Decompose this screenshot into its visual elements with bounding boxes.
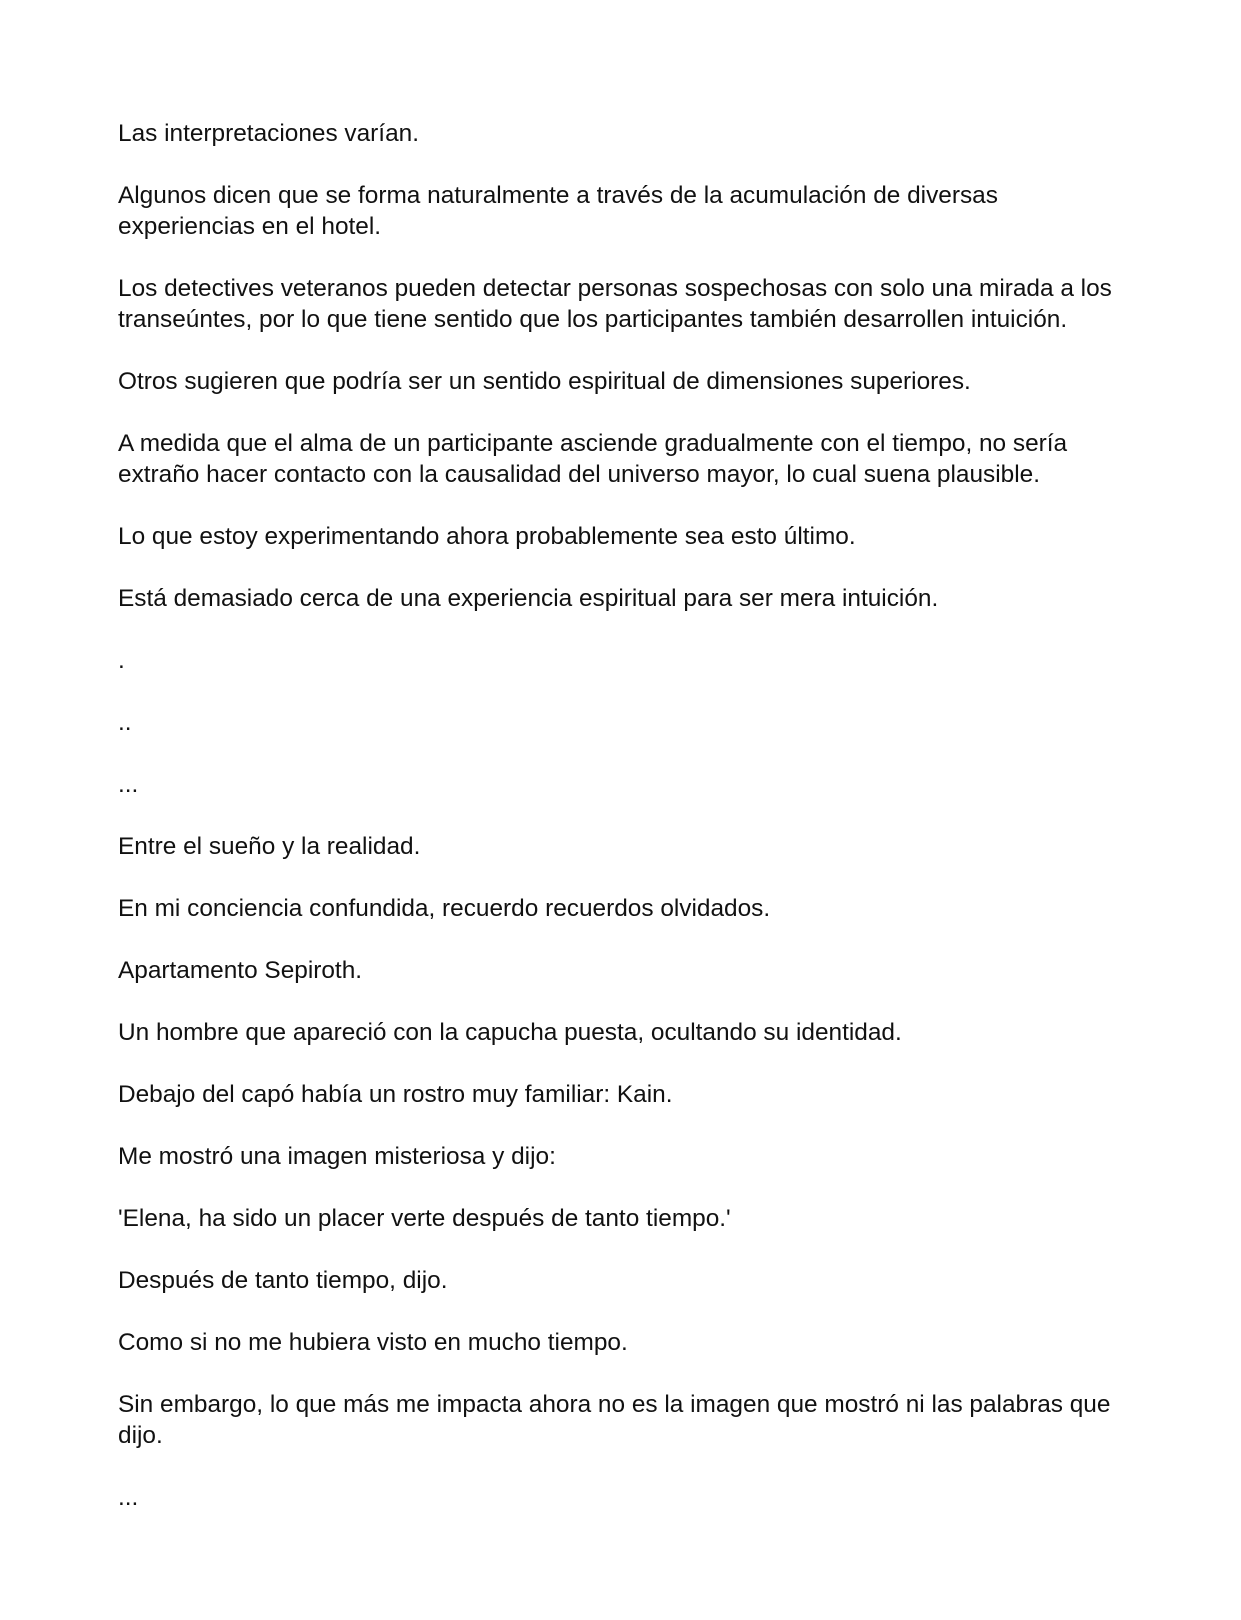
paragraph-1: Las interpretaciones varían. bbox=[118, 120, 419, 147]
paragraph-21: ... bbox=[118, 1484, 139, 1511]
paragraph-5: A medida que el alma de un participante asciende gradualmente con el tiempo, no sería extraño hacer contacto con la causalidad del universo mayor, lo cual suena plausible. bbox=[118, 430, 1068, 488]
paragraph-15: Debajo del capó había un rostro muy familiar: Kain. bbox=[118, 1081, 673, 1108]
paragraph-3: Los detectives veteranos pueden detectar personas sospechosas con solo una mirada a los transeúntes, por lo que tiene sentido que los participantes también desarrollen intuición. bbox=[118, 275, 1112, 333]
paragraph-17: 'Elena, ha sido un placer verte después de tanto tiempo.' bbox=[118, 1205, 731, 1232]
paragraph-4: Otros sugieren que podría ser un sentido espiritual de dimensiones superiores. bbox=[118, 368, 971, 395]
paragraph-19: Como si no me hubiera visto en mucho tiempo. bbox=[118, 1329, 628, 1356]
paragraph-18: Después de tanto tiempo, dijo. bbox=[118, 1267, 448, 1294]
paragraph-10: ... bbox=[118, 771, 139, 798]
paragraph-16: Me mostró una imagen misteriosa y dijo: bbox=[118, 1143, 556, 1170]
paragraph-13: Apartamento Sepiroth. bbox=[118, 957, 363, 984]
paragraph-8: . bbox=[118, 647, 125, 674]
paragraph-11: Entre el sueño y la realidad. bbox=[118, 833, 421, 860]
paragraph-12: En mi conciencia confundida, recuerdo recuerdos olvidados. bbox=[118, 895, 771, 922]
paragraph-9: .. bbox=[118, 709, 132, 736]
paragraph-7: Está demasiado cerca de una experiencia espiritual para ser mera intuición. bbox=[118, 585, 939, 612]
paragraph-20: Sin embargo, lo que más me impacta ahora no es la imagen que mostró ni las palabras que dijo. bbox=[118, 1391, 1111, 1449]
paragraph-6: Lo que estoy experimentando ahora probablemente sea esto último. bbox=[118, 523, 856, 550]
paragraph-14: Un hombre que apareció con la capucha puesta, ocultando su identidad. bbox=[118, 1019, 902, 1046]
document-body bbox=[118, 118, 1128, 1544]
paragraph-2: Algunos dicen que se forma naturalmente a través de la acumulación de diversas experiencias en el hotel. bbox=[118, 182, 998, 240]
